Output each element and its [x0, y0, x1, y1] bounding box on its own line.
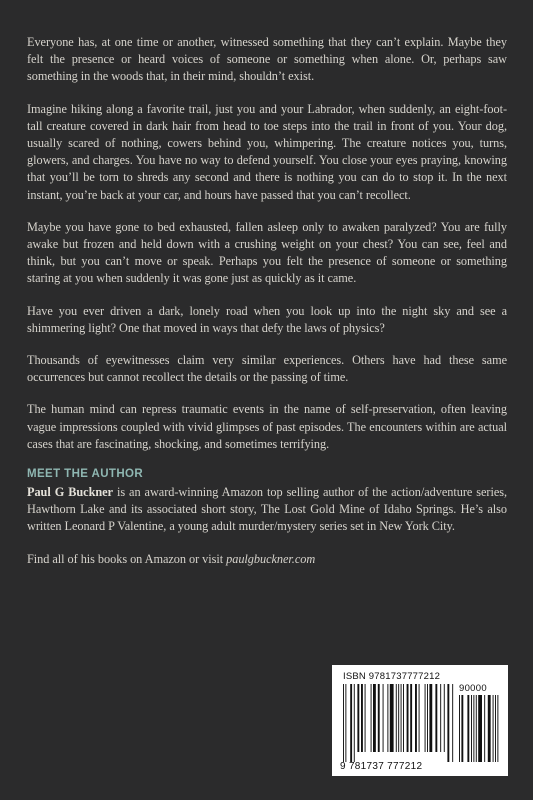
blurb-paragraph-6: The human mind can repress traumatic events in the name of self-preservation, often leaving vague impressions coupled with vivid glimpses of past episodes. The encounters within are actual cases that are fascinating, shocking, and sometimes terrifying. [27, 402, 507, 451]
back-cover-text [27, 34, 507, 583]
barcode-bar [495, 695, 496, 762]
barcode-bar [361, 684, 363, 752]
barcode-bar [410, 684, 412, 752]
barcode-bar [383, 684, 384, 752]
barcode-bar [435, 684, 437, 752]
barcode-bar [407, 684, 409, 752]
barcode-bar [403, 684, 404, 752]
barcode-bar [373, 684, 376, 752]
barcode-bar [343, 684, 344, 762]
author-website-link[interactable]: paulgbuckner.com [226, 551, 316, 566]
barcode-bar [427, 684, 428, 752]
barcode-bar [447, 684, 449, 762]
barcode-bar [387, 684, 388, 752]
barcode-bar [488, 695, 491, 762]
barcode-bar [396, 684, 397, 752]
barcode-bar [378, 684, 380, 752]
barcode-bar [478, 695, 482, 762]
barcode-bar [459, 695, 460, 762]
barcode-bar [354, 684, 355, 762]
barcode-bar [401, 684, 402, 752]
blurb-paragraph-2: Imagine hiking along a favorite trail, just you and your Labrador, when suddenly, an eight-foot-tall creature covered in dark hair from head to toe steps into the trail in front of you. Your dog, usually scared of nothing, cowers behind you, whimpering. The creature notices you, turns, glowers, and charges. You have no way to defend yourself. You close your eyes praying, knowing that you’ll be torn to shreds any second and there is nothing you can do to stop it. In the next instant, you’re back at your car, and hours have passed that you can’t recollect. [27, 101, 507, 202]
barcode-bar [371, 684, 372, 752]
meet-the-author-heading: MEET THE AUTHOR [27, 468, 144, 481]
barcode-bar [497, 695, 498, 762]
barcode-bar [467, 695, 469, 762]
blurb-paragraph-4: Have you ever driven a dark, lonely road when you look up into the night sky and see a shimmering light? One that moved in ways that defy the laws of physics? [27, 303, 507, 335]
author-bio-text: is an award-winning Amazon top selling author of the action/adventure series, Hawthorn Lake and its associated short story, The Lost Gold Mine of Idaho Springs. He’s also written Leonard P Valentine, a young adult murder/mystery series set in New York City. [27, 485, 507, 534]
barcode-bar [357, 684, 359, 752]
barcode-bar [365, 684, 366, 752]
barcode-bar [415, 684, 417, 752]
barcode-bar [425, 684, 426, 752]
barcode-digits: 9 781737 777212 [340, 761, 423, 772]
barcode-bar [429, 684, 432, 752]
author-bio [27, 484, 507, 536]
barcode-bar [440, 684, 441, 752]
barcode-bar [476, 695, 477, 762]
barcode-bar [444, 684, 445, 752]
barcode-bar [473, 695, 474, 762]
isbn-barcode [332, 665, 508, 776]
author-name: Paul G Buckner [27, 485, 113, 500]
barcode-bar [493, 695, 494, 762]
addon-barcode-bars [459, 695, 499, 762]
find-books-text: Find all of his books on Amazon or visit [27, 551, 227, 566]
barcode-bar [452, 684, 453, 762]
blurb-paragraph-1: Everyone has, at one time or another, witnessed something that they can’t explain. Maybe they felt the presence or heard voices of someone or something when alone. Or, perhaps saw something in the woods that, in their mind, shouldn’t exist. [27, 35, 507, 84]
barcode-bar [461, 695, 463, 762]
barcode-bar [398, 684, 399, 752]
main-barcode-bars [343, 684, 454, 762]
barcode-bar [419, 684, 420, 752]
barcode-bar [350, 684, 352, 762]
addon-number: 90000 [459, 683, 487, 694]
barcode-bar [345, 684, 346, 762]
find-books-line [27, 551, 507, 568]
barcode-bar [390, 684, 394, 752]
isbn-label: ISBN 9781737777212 [343, 671, 441, 682]
barcode-bar [471, 695, 472, 762]
blurb-paragraph-5: Thousands of eyewitnesses claim very similar experiences. Others have had these same occurrences but cannot recollect the details or the passing of time. [27, 353, 507, 385]
barcode-bar [484, 695, 485, 762]
blurb-paragraph-3: Maybe you have gone to bed exhausted, fallen asleep only to awaken paralyzed? You are fully awake but frozen and held down with a crushing weight on your chest? You can see, feel and think, but you can’t move or speak. Perhaps you felt the presence of someone or something staring at you when suddenly it was gone just as quickly as it came. [27, 219, 507, 286]
